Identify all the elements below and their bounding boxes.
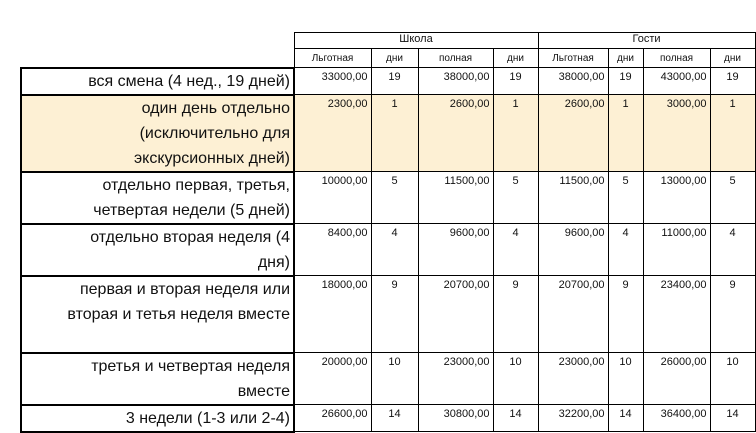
days-cell: 5 — [710, 172, 755, 224]
price-cell: 20000,00 — [294, 353, 371, 405]
row-label — [21, 95, 294, 172]
group-header-guests: Гости — [538, 33, 755, 49]
price-cell: 20700,00 — [538, 276, 608, 353]
subheader-row — [21, 49, 755, 68]
row-label-line: первая и вторая неделя или — [79, 280, 290, 298]
price-cell: 11000,00 — [643, 224, 710, 276]
row-label-line: отдельно первая, третья, — [102, 176, 290, 194]
days-cell: 9 — [608, 276, 643, 353]
days-cell: 14 — [493, 405, 538, 432]
days-cell: 1 — [371, 95, 418, 172]
days-cell: 19 — [710, 68, 755, 95]
row-label-line: четвертая недели (5 дней) — [93, 201, 290, 219]
days-cell: 4 — [608, 224, 643, 276]
price-cell: 9600,00 — [418, 224, 493, 276]
table-row — [21, 353, 755, 405]
days-cell: 19 — [608, 68, 643, 95]
price-cell: 33000,00 — [294, 68, 371, 95]
days-cell: 10 — [371, 353, 418, 405]
price-cell: 9600,00 — [538, 224, 608, 276]
row-label — [21, 68, 294, 95]
price-cell: 38000,00 — [418, 68, 493, 95]
days-cell: 4 — [710, 224, 755, 276]
days-cell: 5 — [608, 172, 643, 224]
row-label-line: дня) — [257, 253, 290, 271]
price-cell: 10000,00 — [294, 172, 371, 224]
price-cell: 38000,00 — [538, 68, 608, 95]
price-cell: 2300,00 — [294, 95, 371, 172]
price-cell: 23400,00 — [643, 276, 710, 353]
row-label — [21, 353, 294, 405]
price-cell: 32200,00 — [538, 405, 608, 432]
row-label-line: третья и четвертая неделя — [91, 357, 290, 375]
price-cell: 2600,00 — [538, 95, 608, 172]
days-cell: 1 — [608, 95, 643, 172]
subheader-guests-full: полная — [643, 49, 710, 68]
days-cell: 9 — [710, 276, 755, 353]
subheader-school-reduced: Льготная — [294, 49, 371, 68]
corner-cell-2 — [21, 49, 294, 68]
days-cell: 10 — [710, 353, 755, 405]
subheader-school-days: дни — [371, 49, 418, 68]
price-cell: 13000,00 — [643, 172, 710, 224]
row-label-line: вместе — [237, 382, 290, 400]
row-label-line: (исключительно для — [139, 124, 290, 142]
days-cell: 9 — [371, 276, 418, 353]
subheader-school-days-2: дни — [493, 49, 538, 68]
days-cell: 10 — [493, 353, 538, 405]
subheader-guests-days-2: дни — [710, 49, 755, 68]
days-cell: 14 — [371, 405, 418, 432]
price-cell: 23000,00 — [538, 353, 608, 405]
price-cell: 26600,00 — [294, 405, 371, 432]
table-row — [21, 172, 755, 224]
days-cell: 4 — [371, 224, 418, 276]
subheader-guests-reduced: Льготная — [538, 49, 608, 68]
days-cell: 14 — [710, 405, 755, 432]
row-label-line: один день отдельно — [141, 99, 290, 117]
group-header-row — [21, 33, 755, 49]
row-label-line: 3 недели (1-3 или 2-4) — [125, 409, 290, 427]
table-row — [21, 405, 755, 432]
table-row — [21, 68, 755, 95]
price-cell: 43000,00 — [643, 68, 710, 95]
days-cell: 1 — [710, 95, 755, 172]
row-label-line: отдельно вторая неделя (4 — [90, 228, 290, 246]
days-cell: 19 — [493, 68, 538, 95]
days-cell: 5 — [493, 172, 538, 224]
group-header-school: Школа — [294, 33, 538, 49]
price-cell: 2600,00 — [418, 95, 493, 172]
table-row — [21, 224, 755, 276]
days-cell: 4 — [493, 224, 538, 276]
price-table — [20, 32, 756, 433]
row-label — [21, 224, 294, 276]
price-cell: 3000,00 — [643, 95, 710, 172]
row-label-line: экскурсионных дней) — [133, 149, 290, 167]
price-cell: 11500,00 — [538, 172, 608, 224]
table-row — [21, 95, 755, 172]
price-cell: 36400,00 — [643, 405, 710, 432]
corner-cell — [21, 33, 294, 49]
days-cell: 9 — [493, 276, 538, 353]
days-cell: 10 — [608, 353, 643, 405]
row-label — [21, 172, 294, 224]
row-label-line: вторая и тетья неделя вместе — [67, 305, 290, 323]
price-cell: 8400,00 — [294, 224, 371, 276]
row-label-line: вся смена (4 нед., 19 дней) — [88, 72, 290, 90]
price-cell: 26000,00 — [643, 353, 710, 405]
row-label — [21, 276, 294, 353]
price-cell: 11500,00 — [418, 172, 493, 224]
subheader-guests-days: дни — [608, 49, 643, 68]
price-cell: 18000,00 — [294, 276, 371, 353]
days-cell: 1 — [493, 95, 538, 172]
table-row — [21, 276, 755, 353]
days-cell: 19 — [371, 68, 418, 95]
days-cell: 5 — [371, 172, 418, 224]
subheader-school-full: полная — [418, 49, 493, 68]
price-cell: 23000,00 — [418, 353, 493, 405]
price-cell: 30800,00 — [418, 405, 493, 432]
row-label — [21, 405, 294, 432]
days-cell: 14 — [608, 405, 643, 432]
price-cell: 20700,00 — [418, 276, 493, 353]
